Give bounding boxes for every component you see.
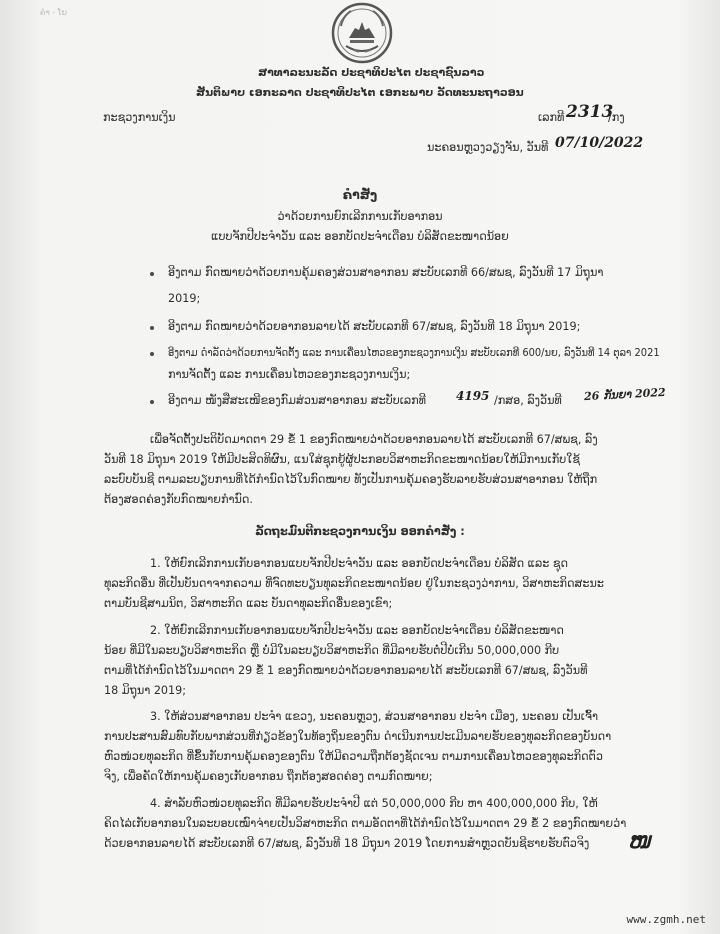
- reference-bullet: [150, 326, 154, 330]
- article-2-line-4: 18 ມິຖຸນາ 2019;: [104, 684, 187, 697]
- reference-2: ອີງຕາມ ກົດໝາຍວ່າດ້ວຍອາກອນລາຍໄດ້ ສະບັບເລກທີ 67/ສພຊ, ລົງວັນທີ 18 ມິຖຸນາ 2019;: [168, 320, 581, 333]
- reference-4-text-2: /ກສອ, ລົງວັນທີ: [494, 394, 562, 407]
- doc-number-prefix: ເລກທີ: [538, 111, 565, 124]
- reference-4-handwritten-date: 26 ກັນຍາ 2022: [583, 385, 666, 404]
- intro-line-2: ວັນທີ 18 ມິຖຸນາ 2019 ໃຫ້ມີປະສິດທິຜົນ, ແນໃສ່ຊຸກຍູ້ຜູ້ປະກອບວິສາຫະກິດຂະໜາດນ້ອຍໃຫ້ມີການເກັບໃຊ້: [104, 453, 580, 466]
- reference-1-line-1: ອີງຕາມ ກົດໝາຍວ່າດ້ວຍການຄຸ້ມຄອງສ່ວນສາອາກອນ ສະບັບເລກທີ 66/ສພຊ, ລົງວັນທີ 17 ມິຖຸນາ: [168, 266, 604, 279]
- document-subtitle-2: ແບບຈັກປີປະຈຳວັນ ແລະ ອອກບັດປະຈຳເດືອນ ບໍລິສັດຂະໜາດນ້ອຍ: [211, 230, 509, 243]
- article-2-line-2: ນ້ອຍ ທີ່ມີໃນລະບຽບວິສາຫະກິດ ຫຼື ບໍ່ມີໃນລະບຽບວິສາຫະກິດ ທີ່ມີລາຍຮັບຕໍ່ປີບໍ່ເກີນ 50,000,000 ກີບ: [104, 644, 560, 657]
- order-heading: ລັດຖະມົນຕີກະຊວງການເງິນ ອອກຄຳສັ່ງ :: [255, 525, 465, 538]
- header-line-2: ສັນຕິພາບ ເອກະລາດ ປະຊາທິປະໄຕ ເອກະພາບ ວັດທະນະຖາວອນ: [196, 86, 524, 99]
- doc-number-handwritten: 2313: [566, 102, 614, 122]
- date-handwritten: 07/10/2022: [555, 135, 644, 151]
- reference-bullet: [150, 400, 154, 404]
- reference-bullet: [150, 352, 154, 356]
- watermark: www.zgmh.net: [626, 913, 706, 926]
- doc-number-suffix: /ກງ: [608, 111, 625, 124]
- place-date-prefix: ນະຄອນຫຼວງວຽງຈັນ, ວັນທີ: [427, 141, 549, 154]
- reference-4-handwritten-number: 4195: [456, 389, 490, 403]
- article-3-line-3: ຫົວໜ່ວຍທຸລະກິດ ທີ່ຂຶ້ນກັບການຄຸ້ມຄອງຂອງຕົນ ໃຫ້ມີຄວາມຖືກຕ້ອງຊັດເຈນ ຕາມການເຄື່ອນໄຫວຂອງທຸລະກິດຕົວ: [104, 750, 603, 763]
- reference-3-line-2: ການຈັດຕັ້ງ ແລະ ການເຄື່ອນໄຫວຂອງກະຊວງການເງິນ;: [168, 368, 411, 381]
- article-1-line-3: ຕາມບັນຊີສາມນິຕ, ວິສາຫະກິດ ແລະ ບັນດາທຸລະກິດອື່ນຂອງເຂົາ;: [104, 597, 393, 610]
- article-4-line-3: ດ້ວຍອາກອນລາຍໄດ້ ສະບັບເລກທີ 67/ສພຊ, ລົງວັນທີ 18 ມິຖຸນາ 2019 ໂດຍການສຳຫຼວດບັນຊີຮາຍຮັບຕົວຈິງ: [104, 837, 590, 850]
- intro-line-4: ຕ້ອງສອດຄ່ອງກັບກົດໝາຍກຳນົດ.: [104, 493, 253, 506]
- reference-1-line-2: 2019;: [168, 292, 201, 305]
- intro-line-3: ລະບົບບັນຊີ ຕາມລະບຽບການທີ່ໄດ້ກຳນົດໄວ້ໃນກົດໝາຍ ທັງເປັນການຄຸ້ມຄອງຮັບລາຍຮັບສ່ວນສາອາກອນ ໃຫ້ຖືກ: [104, 473, 598, 486]
- intro-line-1: ເພື່ອຈັດຕັ້ງປະຕິບັດມາດຕາ 29 ຂໍ້ 1 ຂອງກົດໝາຍວ່າດ້ວຍອາກອນລາຍໄດ້ ສະບັບເລກທີ 67/ສພຊ, ລົງ: [150, 433, 598, 446]
- article-4-line-1: 4. ສຳລັບຫົວໜ່ວຍທຸລະກິດ ທີ່ມີລາຍຮັບປະຈຳປີ ແຕ່ 50,000,000 ກີບ ຫາ 400,000,000 ກີບ, ໃຫ້: [150, 797, 598, 810]
- ministry-name: ກະຊວງການເງິນ: [103, 111, 176, 124]
- article-4-line-2: ຄິດໄລ່ເກັບອາກອນໃນລະບອບເໝົາຈ່າຍເປັນວິສາຫະກິດ ຕາມອັດຕາທີ່ໄດ້ກຳນົດໄວ້ໃນມາດຕາ 29 ຂໍ້ 2 ຂອງກົດໝາຍວ່າ: [104, 817, 627, 830]
- article-2-line-1: 2. ໃຫ້ຍົກເລີກການເກັບອາກອນແບບຈັກປີປະຈຳວັນ ແລະ ອອກບັດປະຈຳເດືອນ ບໍລິສັດຂະໜາດ: [150, 624, 564, 637]
- article-3-line-1: 3. ໃຫ້ສ່ວນສາອາກອນ ປະຈຳ ແຂວງ, ນະຄອນຫຼວງ, ສ່ວນສາອາກອນ ປະຈຳ ເມືອງ, ນະຄອນ ເປັນເຈົ້າ: [150, 710, 599, 723]
- article-1-line-2: ທຸລະກິດອື່ນ ທີ່ເປັນບັນດາຈາກຄວາມ ທີ່ຈົດທະບຽນທຸລະກິດຂະໜາດນ້ອຍ ຢູ່ໃນກະຊວງວ່າການ, ວິສາຫະກິດສະນະ: [104, 577, 604, 590]
- corner-mark: ຄຳ - ໂຍ: [40, 8, 67, 17]
- lao-national-emblem-icon: [331, 2, 393, 64]
- article-3-line-2: ການປະສານສົມທົບກັບພາກສ່ວນທີ່ກ່ຽວຂ້ອງໃນທ້ອງຖິ່ນຂອງຕົນ ດຳເນີນການປະເມີນລາຍຮັບຂອງທຸລະກິດຂອງບັນດາ: [104, 730, 612, 743]
- article-3-line-4: ຈິງ, ເພື່ອຄັດໃຫ້ການຄຸ້ມຄອງເກັບອາກອນ ຖືກຕ້ອງສອດຄ່ອງ ຕາມກົດໝາຍ;: [104, 770, 433, 783]
- article-2-line-3: ຕາມທີ່ໄດ້ກຳນົດໄວ້ໃນມາດຕາ 29 ຂໍ້ 1 ຂອງກົດໝາຍວ່າດ້ວຍອາກອນລາຍໄດ້ ສະບັບເລກທີ 67/ສພຊ, ລົງວັນທີ: [104, 664, 588, 677]
- handwritten-initials: ໜ: [628, 828, 651, 854]
- document-subtitle-1: ວ່າດ້ວຍການຍົກເລີກການເກັບອາກອນ: [277, 210, 443, 223]
- article-1-line-1: 1. ໃຫ້ຍົກເລີກການເກັບອາກອນແບບຈັກປີປະຈຳວັນ ແລະ ອອກບັດປະຈຳເດືອນ ບໍລິສັດ ແລະ ຊຸດ: [150, 557, 569, 570]
- reference-3-line-1: ອີງຕາມ ດຳລັດວ່າດ້ວຍການຈັດຕັ້ງ ແລະ ການເຄື່ອນໄຫວຂອງກະຊວງການເງິນ ສະບັບເລກທີ 600/ນຍ, ລົງວັນທີ 14 ຕຸລາ 2021: [168, 347, 660, 359]
- header-line-1: ສາທາລະນະລັດ ປະຊາທິປະໄຕ ປະຊາຊົນລາວ: [258, 66, 485, 79]
- reference-4-text: ອີງຕາມ ໜັງສືສະເໜີຂອງກົມສ່ວນສາອາກອນ ສະບັບເລກທີ: [168, 394, 427, 407]
- reference-bullet: [150, 272, 154, 276]
- document-title: ຄຳສັ່ງ: [342, 187, 378, 202]
